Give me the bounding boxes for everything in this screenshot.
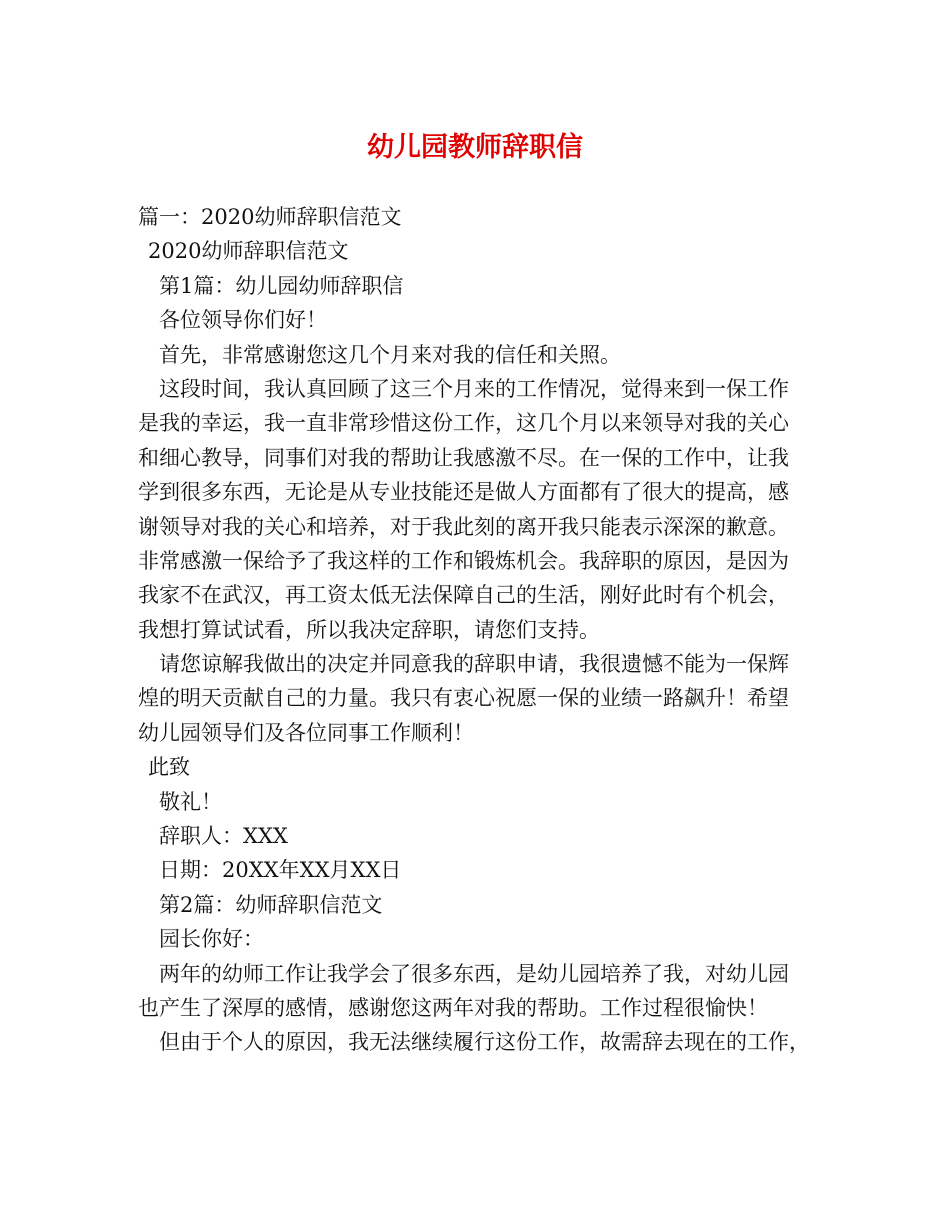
- paragraph-line: 首先，非常感谢您这几个月来对我的信任和关照。: [159, 342, 621, 367]
- section-heading: 篇一：2020幼师辞职信范文: [138, 205, 402, 229]
- document-title: 幼儿园教师辞职信: [367, 132, 583, 163]
- paragraph-line: 我家不在武汉，再工资太低无法保障自己的生活，刚好此时有个机会，: [138, 583, 789, 608]
- paragraph-line: 是我的幸运，我一直非常珍惜这份工作，这几个月以来领导对我的关心: [138, 411, 789, 436]
- paragraph-line: 非常感激一保给予了我这样的工作和锻炼机会。我辞职的原因，是因为: [138, 548, 789, 573]
- date-line: 日期：20XX年XX月XX日: [159, 858, 402, 883]
- document-body: [138, 200, 818, 1060]
- letter-2-heading: 第2篇：幼师辞职信范文: [159, 892, 383, 917]
- letter-2-salutation: 园长你好：: [159, 927, 264, 952]
- paragraph-line: 煌的明天贡献自己的力量。我只有衷心祝愿一保的业绩一路飙升！希望: [138, 686, 789, 711]
- paragraph-line: 和细心教导，同事们对我的帮助让我感激不尽。在一保的工作中，让我: [138, 445, 789, 470]
- paragraph-line: 学到很多东西，无论是从专业技能还是做人方面都有了很大的提高，感: [138, 480, 789, 505]
- letter-1-salutation: 各位领导你们好！: [159, 308, 327, 333]
- subheading: 2020幼师辞职信范文: [148, 239, 349, 264]
- paragraph-line: 也产生了深厚的感情，感谢您这两年对我的帮助。工作过程很愉快！: [138, 995, 768, 1020]
- closing-regards: 敬礼！: [159, 789, 222, 814]
- paragraph-line: 这段时间，我认真回顾了这三个月来的工作情况，觉得来到一保工作: [159, 376, 789, 401]
- signature-line: 辞职人：XXX: [159, 824, 288, 849]
- paragraph-line: 但由于个人的原因，我无法继续履行这份工作，故需辞去现在的工作，: [159, 1030, 810, 1055]
- paragraph-line: 我想打算试试看，所以我决定辞职，请您们支持。: [138, 617, 600, 642]
- letter-1-heading: 第1篇：幼儿园幼师辞职信: [159, 273, 404, 298]
- paragraph-line: 谢领导对我的关心和培养，对于我此刻的离开我只能表示深深的歉意。: [138, 514, 789, 539]
- paragraph-line: 幼儿园领导们及各位同事工作顺利！: [138, 720, 474, 745]
- paragraph-line: 两年的幼师工作让我学会了很多东西，是幼儿园培养了我，对幼儿园: [159, 961, 789, 986]
- closing-line: 此致: [148, 755, 190, 780]
- paragraph-line: 请您谅解我做出的决定并同意我的辞职申请，我很遗憾不能为一保辉: [159, 652, 789, 677]
